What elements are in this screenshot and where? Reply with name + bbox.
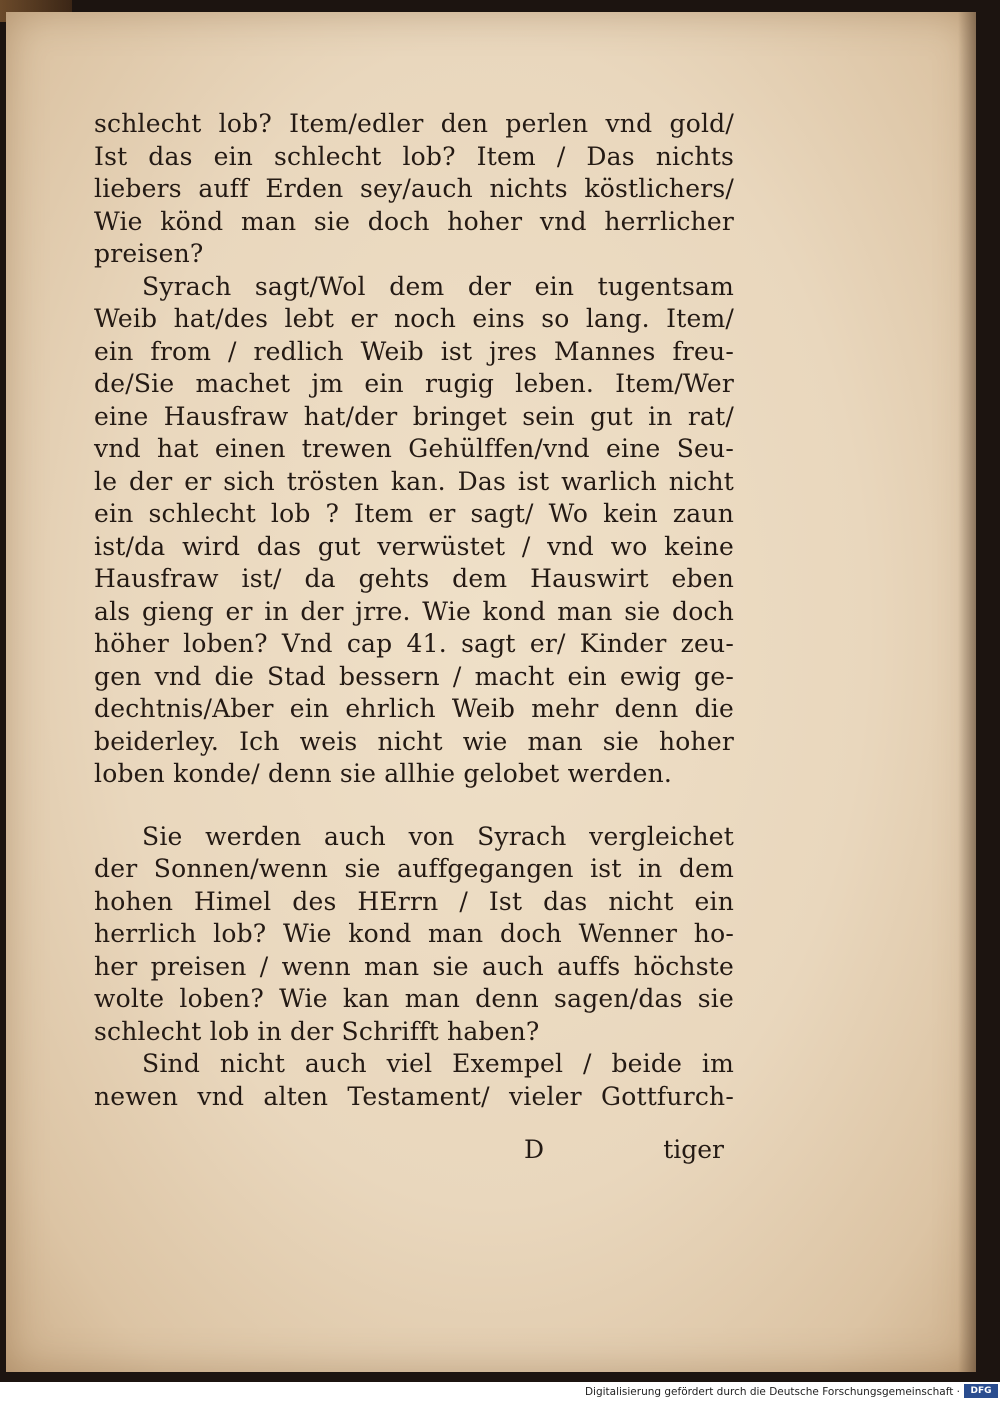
catchword: tiger <box>663 1135 724 1164</box>
text-line: der Sonnen/wenn sie auffgegangen ist in dem <box>94 854 734 883</box>
text-line: ist/da wird das gut verwüstet / vnd wo keine <box>94 531 734 561</box>
footer-bar <box>0 1382 1000 1400</box>
text-line: herrlich lob? Wie kond man doch Wenner ho- <box>94 919 734 948</box>
text-block-1 <box>94 108 734 791</box>
text-line: Wie könd man sie doch hoher vnd herrlicher <box>94 206 734 236</box>
text-line: ein schlecht lob ? Item er sagt/ Wo kein zaun <box>94 499 734 528</box>
text-line: Weib hat/des lebt er noch eins so lang. Item/ <box>94 304 734 333</box>
text-line: schlecht lob in der Schrifft haben? <box>94 1016 540 1046</box>
text-line: newen vnd alten Testament/ vieler Gottfurch- <box>94 1081 734 1111</box>
text-line: wolte loben? Wie kan man denn sagen/das sie <box>94 984 734 1013</box>
text-line: ein from / redlich Weib ist jres Mannes freu- <box>94 336 734 366</box>
text-line: liebers auff Erden sey/auch nichts köstlichers/ <box>94 174 734 203</box>
signature-mark: D <box>524 1135 545 1164</box>
text-line: preisen? <box>94 239 204 268</box>
text-line: Sind nicht auch viel Exempel / beide im <box>142 1049 734 1078</box>
text-line: Sie werden auch von Syrach vergleichet <box>142 821 734 851</box>
page-foot-line <box>94 1132 734 1168</box>
text-line: loben konde/ denn sie allhie gelobet werden. <box>94 759 673 788</box>
text-line: le der er sich trösten kan. Das ist warlich nicht <box>94 466 734 496</box>
paragraph-gap <box>94 791 734 821</box>
text-line: beiderley. Ich weis nicht wie man sie hoher <box>94 726 734 756</box>
book-page <box>6 12 976 1372</box>
page-text <box>94 108 734 1113</box>
text-line: Hausfraw ist/ da gehts dem Hauswirt eben <box>94 564 734 593</box>
text-line: Ist das ein schlecht lob? Item / Das nichts <box>94 141 734 171</box>
text-line: hohen Himel des HErrn / Ist das nicht ein <box>94 886 734 916</box>
text-line: gen vnd die Stad bessern / macht ein ewig ge- <box>94 661 734 691</box>
text-line: vnd hat einen trewen Gehülffen/vnd eine Seu- <box>94 434 734 463</box>
text-line: als gieng er in der jrre. Wie kond man sie doch <box>94 596 734 626</box>
text-line: de/Sie machet jm ein rugig leben. Item/Wer <box>94 369 734 398</box>
text-line: schlecht lob? Item/edler den perlen vnd gold/ <box>94 109 734 138</box>
text-line: her preisen / wenn man sie auch auffs höchste <box>94 951 734 981</box>
funding-credit: Digitalisierung gefördert durch die Deutsche Forschungsgemeinschaft · <box>584 1386 960 1398</box>
text-line: eine Hausfraw hat/der bringet sein gut in rat/ <box>94 401 734 431</box>
dfg-logo: DFG <box>964 1384 998 1398</box>
text-line: dechtnis/Aber ein ehrlich Weib mehr denn die <box>94 694 734 723</box>
text-line: Syrach sagt/Wol dem der ein tugentsam <box>142 271 734 301</box>
text-block-2 <box>94 821 734 1114</box>
text-line: höher loben? Vnd cap 41. sagt er/ Kinder zeu- <box>94 629 734 658</box>
